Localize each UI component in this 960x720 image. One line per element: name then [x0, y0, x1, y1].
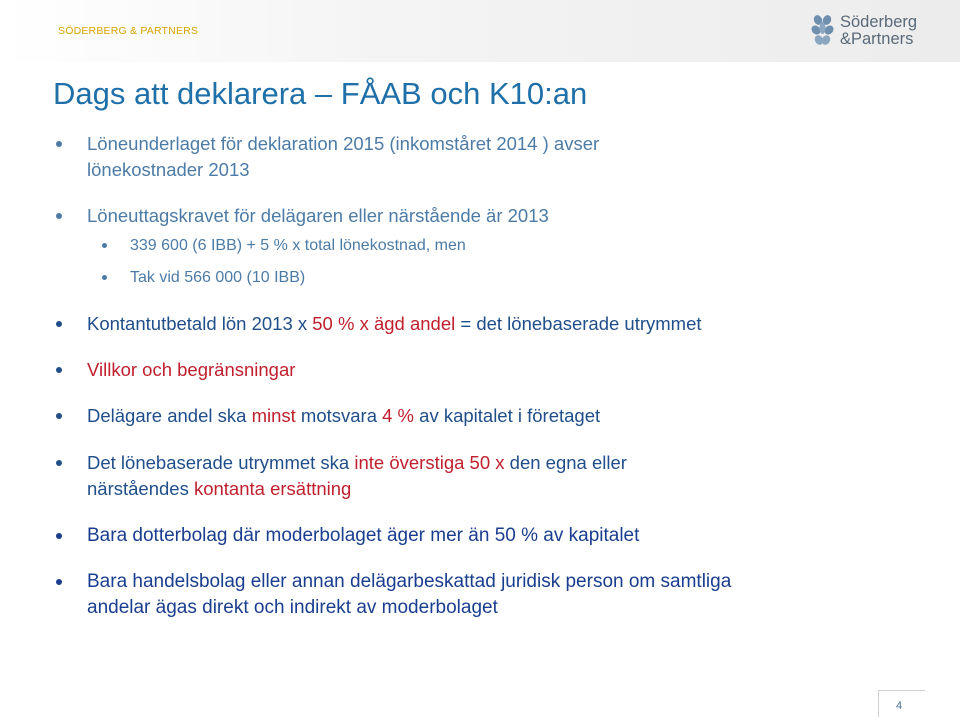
logo-text-line1: Söderberg [840, 13, 918, 31]
page-number: 4 [896, 700, 903, 712]
company-logo [810, 14, 930, 50]
bullet-text: Löneunderlaget för deklaration 2015 (inkomståret 2014 ) avser [87, 133, 600, 154]
text-part: Delägare andel ska [87, 405, 252, 426]
bullet-min-share [56, 403, 936, 429]
sub-bullet-cap [56, 267, 936, 289]
bullet-max-space [56, 450, 936, 502]
bullet-salary-requirement [56, 203, 936, 229]
highlight-text: kontanta ersättning [193, 478, 352, 499]
bullet-conditions [56, 357, 936, 383]
bullet-dot [56, 321, 62, 327]
text-part: Det lönebaserade utrymmet ska [87, 452, 355, 473]
bullet-dot [56, 533, 62, 539]
bullet-cash-salary [56, 311, 936, 337]
text-part: den egna eller [504, 452, 627, 473]
bullet-dot [56, 213, 62, 219]
bullet-list [56, 131, 936, 621]
text-part: = det lönebaserade utrymmet [455, 313, 702, 334]
highlight-text: 4 % [382, 405, 415, 426]
bullet-dot [102, 243, 107, 248]
bullet-dot [56, 579, 62, 585]
bullet-text: Löneuttagskravet för delägaren eller närstående är 2013 [87, 205, 549, 226]
text-part: Kontantutbetald lön 2013 x [87, 313, 313, 334]
bullet-partnerships [56, 569, 936, 621]
bullet-dot [56, 460, 62, 466]
bullet-text [87, 476, 936, 502]
highlight-text: inte överstiga 50 x [354, 452, 505, 473]
bullet-text: andelar ägas direkt och indirekt av moderbolaget [87, 597, 498, 618]
bullet-text [87, 311, 936, 337]
bullet-subsidiaries [56, 523, 936, 549]
bullet-dot [56, 413, 62, 419]
bullet-payroll-basis [56, 131, 936, 183]
highlight-text: 50 % x ägd andel [312, 313, 456, 334]
bullet-text: lönekostnader 2013 [87, 159, 250, 180]
text-part: motsvara [295, 405, 383, 426]
bullet-text [87, 450, 936, 476]
logo-text-line2: &Partners [840, 30, 914, 48]
bullet-text [87, 403, 936, 429]
logo-leaf-icon [810, 14, 836, 48]
bullet-text: 339 600 (6 IBB) + 5 % x total lönekostnad, men [130, 237, 466, 254]
text-part: närståendes [87, 478, 194, 499]
bullet-dot [56, 367, 62, 373]
bullet-dot [102, 275, 107, 280]
header-brand-label: SÖDERBERG & PARTNERS [58, 25, 199, 37]
sub-bullet-ibb [56, 235, 936, 257]
highlight-text: Villkor och begränsningar [87, 359, 296, 380]
bullet-text: Bara dotterbolag där moderbolaget äger mer än 50 % av kapitalet [87, 525, 640, 546]
slide-title: Dags att deklarera – FÅAB och K10:an [53, 76, 588, 111]
highlight-text: minst [251, 405, 296, 426]
bullet-dot [56, 141, 62, 147]
bullet-text: Tak vid 566 000 (10 IBB) [130, 269, 306, 286]
text-part: av kapitalet i företaget [414, 405, 601, 426]
bullet-text: Bara handelsbolag eller annan delägarbeskattad juridisk person om samtliga [87, 571, 732, 592]
